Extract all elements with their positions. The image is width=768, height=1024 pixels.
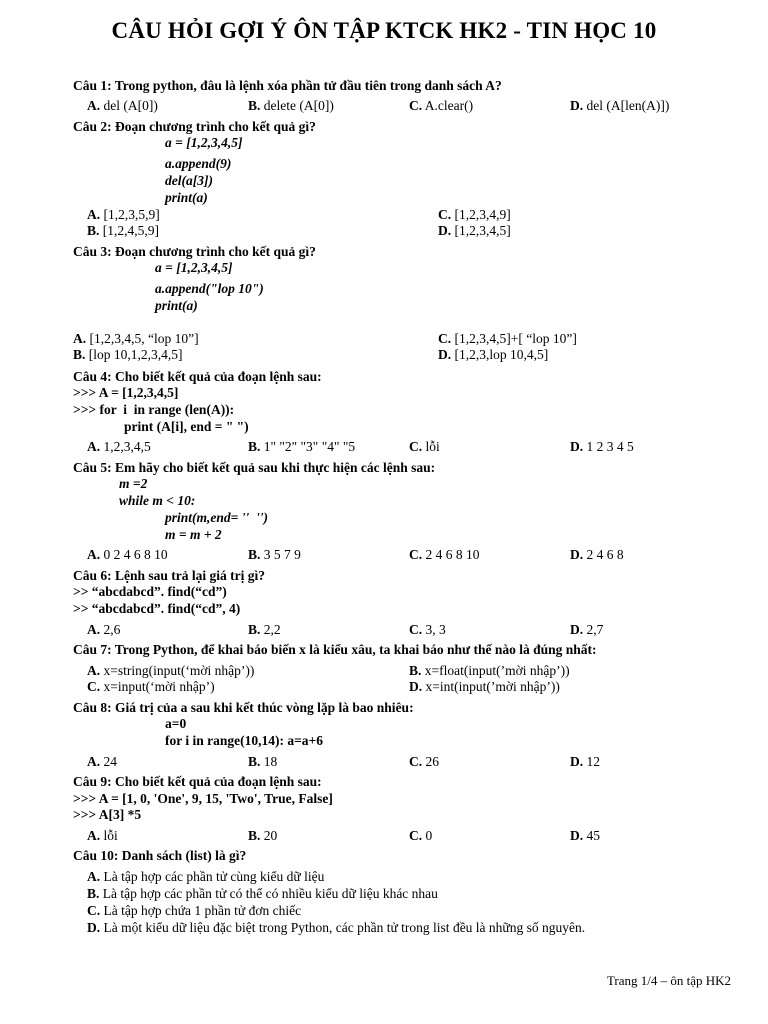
q5-option-a: A. 0 2 4 6 8 10 — [87, 547, 168, 562]
q4-code-line: print (A[i], end = " ") — [124, 419, 249, 434]
q2-code-line: print(a) — [165, 190, 208, 205]
page-footer: Trang 1/4 – ôn tập HK2 — [606, 973, 731, 988]
q10-option-c: C. Là tập hợp chứa 1 phần tử đơn chiếc — [87, 903, 302, 918]
q6-option-c: C. 3, 3 — [409, 622, 446, 637]
q4-option-b: B. 1" "2" "3" "4" "5 — [248, 439, 356, 454]
q1-option-c: C. A.clear() — [409, 98, 474, 113]
q4-option-a: A. 1,2,3,4,5 — [87, 439, 151, 454]
q2-option-c: C. [1,2,3,4,9] — [438, 207, 511, 222]
q5-code-line: m = m + 2 — [165, 527, 222, 542]
q2-code-line: del(a[3]) — [165, 173, 213, 188]
q9-option-b: B. 20 — [248, 828, 278, 843]
q9-code-line: >>> A = [1, 0, 'One', 9, 15, 'Two', True, False] — [73, 791, 333, 806]
question-2: Câu 2: Đoạn chương trình cho kết quả gì? — [73, 119, 316, 134]
question-5: Câu 5: Em hãy cho biết kết quả sau khi thực hiện các lệnh sau: — [73, 460, 436, 475]
q5-code-line: print(m,end= '' '') — [165, 510, 268, 525]
q3-code-line: a.append("lop 10") — [155, 281, 264, 296]
q8-option-c: C. 26 — [409, 754, 439, 769]
q7-option-c: C. x=input(‘mời nhập’) — [87, 679, 215, 694]
question-4: Câu 4: Cho biết kết quả của đoạn lệnh sau: — [73, 369, 322, 384]
q8-option-b: B. 18 — [248, 754, 278, 769]
q2-option-d: D. [1,2,3,4,5] — [438, 223, 511, 238]
q10-option-b: B. Là tập hợp các phần tử có thể có nhiều kiểu dữ liệu khác nhau — [87, 886, 438, 901]
q4-code-line: >>> A = [1,2,3,4,5] — [73, 385, 179, 400]
q2-option-a: A. [1,2,3,5,9] — [87, 207, 160, 222]
q2-code-line: a.append(9) — [165, 156, 232, 171]
q6-option-b: B. 2,2 — [248, 622, 281, 637]
q6-option-a: A. 2,6 — [87, 622, 121, 637]
q2-code-line: a = [1,2,3,4,5] — [165, 135, 243, 150]
q6-code-line: >> “abcdabcd”. find(“cd”, 4) — [73, 601, 241, 616]
q5-option-d: D. 2 4 6 8 — [570, 547, 624, 562]
q9-code-line: >>> A[3] *5 — [73, 807, 142, 822]
q7-option-d: D. x=int(input(’mời nhập’)) — [409, 679, 560, 694]
q6-code-line: >> “abcdabcd”. find(“cd”) — [73, 584, 227, 599]
q3-option-b: B. [lop 10,1,2,3,4,5] — [73, 347, 183, 362]
q8-option-a: A. 24 — [87, 754, 117, 769]
q5-code-line: while m < 10: — [119, 493, 196, 508]
q5-option-c: C. 2 4 6 8 10 — [409, 547, 480, 562]
q8-code-line: for i in range(10,14): a=a+6 — [165, 733, 323, 748]
question-10: Câu 10: Danh sách (list) là gì? — [73, 848, 247, 863]
q10-option-a: A. Là tập hợp các phần tử cùng kiểu dữ liệu — [87, 869, 325, 884]
q3-code-line: print(a) — [155, 298, 198, 313]
q5-option-b: B. 3 5 7 9 — [248, 547, 301, 562]
q4-option-d: D. 1 2 3 4 5 — [570, 439, 634, 454]
q8-code-line: a=0 — [165, 716, 187, 731]
question-7: Câu 7: Trong Python, để khai báo biến x là kiểu xâu, ta khai báo như thế nào là đúng nhất: — [73, 642, 597, 657]
q7-option-b: B. x=float(input(’mời nhập’)) — [409, 663, 570, 678]
q9-option-d: D. 45 — [570, 828, 600, 843]
q7-option-a: A. x=string(input(‘mời nhập’)) — [87, 663, 255, 678]
q9-option-c: C. 0 — [409, 828, 433, 843]
q6-option-d: D. 2,7 — [570, 622, 604, 637]
q4-option-c: C. lỗi — [409, 439, 440, 454]
q10-option-d: D. Là một kiểu dữ liệu đặc biệt trong Python, các phần tử trong list đều là những số nguyên. — [87, 920, 586, 935]
question-1: Câu 1: Trong python, đâu là lệnh xóa phần tử đầu tiên trong danh sách A? — [73, 78, 502, 93]
q9-option-a: A. lỗi — [87, 828, 118, 843]
q3-option-a: A. [1,2,3,4,5, “lop 10”] — [73, 331, 199, 346]
page-title: CÂU HỎI GỢI Ý ÔN TẬP KTCK HK2 - TIN HỌC 10 — [111, 18, 657, 43]
q3-option-c: C. [1,2,3,4,5]+[ “lop 10”] — [438, 331, 577, 346]
question-6: Câu 6: Lệnh sau trả lại giá trị gì? — [73, 568, 266, 583]
q1-option-a: A. del (A[0]) — [87, 98, 158, 113]
q4-code-line: >>> for i in range (len(A)): — [73, 402, 235, 417]
question-9: Câu 9: Cho biết kết quả của đoạn lệnh sau: — [73, 774, 322, 789]
q2-option-b: B. [1,2,4,5,9] — [87, 223, 160, 238]
q3-code-line: a = [1,2,3,4,5] — [155, 260, 233, 275]
q5-code-line: m =2 — [119, 476, 148, 491]
question-8: Câu 8: Giá trị của a sau khi kết thúc vòng lặp là bao nhiêu: — [73, 700, 414, 715]
q3-option-d: D. [1,2,3,lop 10,4,5] — [438, 347, 549, 362]
q1-option-b: B. delete (A[0]) — [248, 98, 334, 113]
q8-option-d: D. 12 — [570, 754, 600, 769]
q1-option-d: D. del (A[len(A)]) — [570, 98, 670, 113]
question-3: Câu 3: Đoạn chương trình cho kết quả gì? — [73, 244, 316, 259]
